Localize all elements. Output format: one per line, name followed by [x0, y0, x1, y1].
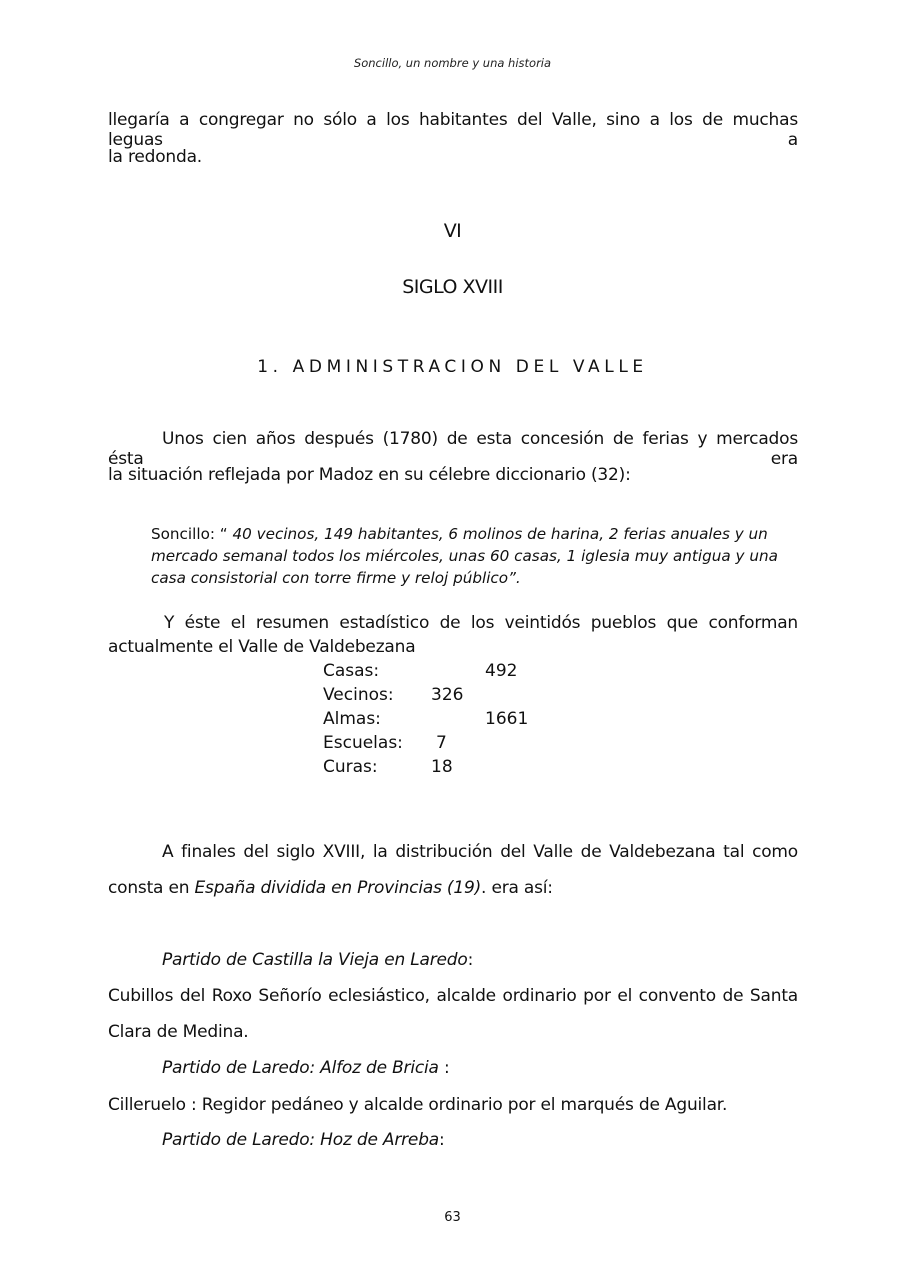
stat-value-escuelas: 7 — [436, 733, 447, 753]
partido2-heading-colon: : — [443, 1058, 450, 1078]
partido2-heading-b: : Alfoz de Bricia — [309, 1058, 444, 1078]
para3-line-2-pre: consta en — [108, 878, 195, 898]
stat-value-curas: 18 — [431, 757, 453, 777]
partido3-heading-text: Partido de Laredo: Hoz de Arreba — [162, 1130, 439, 1150]
quote-lead: Soncillo: “ — [151, 525, 228, 543]
partido3-heading — [162, 1130, 445, 1150]
partido2-heading — [162, 1058, 450, 1078]
partido1-heading — [162, 950, 473, 970]
para3-book-title: España dividida en Provincias (19) — [194, 878, 482, 898]
quote-line-1 — [151, 525, 768, 543]
chapter-number: VI — [443, 220, 462, 242]
para3-line-1 — [108, 842, 798, 862]
stat-value-vecinos: 326 — [431, 685, 464, 705]
page-number: 63 — [444, 1210, 461, 1225]
stat-label-escuelas: Escuelas: — [323, 733, 403, 753]
chapter-title: SIGLO XVIII — [402, 276, 503, 298]
stat-label-casas: Casas: — [323, 661, 380, 681]
stat-label-almas: Almas: — [323, 709, 381, 729]
intro-line-1: llegaría a congregar no sólo a los habitantes del Valle, sino a los de muchas leguas a — [108, 110, 798, 150]
quote-line-3: casa consistorial con torre firme y reloj público”. — [151, 569, 521, 587]
stat-value-almas: 1661 — [485, 709, 529, 729]
para2-line-1-text: Y éste el resumen estadístico de los veintidós pueblos que conforman — [164, 613, 798, 633]
running-header: Soncillo, un nombre y una historia — [353, 56, 552, 70]
para2-line-2: actualmente el Valle de Valdebezana — [108, 637, 416, 657]
partido2-line-1: Cilleruelo : Regidor pedáneo y alcalde ordinario por el marqués de Aguilar. — [108, 1095, 728, 1115]
partido1-heading-text: Partido de Castilla la Vieja en Laredo — [162, 950, 468, 970]
para2-line-1 — [108, 613, 798, 633]
para3-line-2-post: . era así: — [481, 878, 553, 898]
partido1-heading-colon: : — [467, 950, 474, 970]
quote-line-1-text: 40 vecinos, 149 habitantes, 6 molinos de harina, 2 ferias anuales y un — [227, 525, 768, 543]
quote-line-2: mercado semanal todos los miércoles, unas 60 casas, 1 iglesia muy antigua y una — [151, 547, 778, 565]
stat-label-curas: Curas: — [323, 757, 378, 777]
para1-line-1-text: Unos cien años después (1780) de esta concesión de ferias y mercados ésta era — [108, 429, 798, 469]
partido1-line-1: Cubillos del Roxo Señorío eclesiástico, alcalde ordinario por el convento de Santa — [108, 986, 798, 1006]
stat-label-vecinos: Vecinos: — [323, 685, 394, 705]
para1-line-1 — [108, 429, 798, 469]
partido2-heading-a: Partido de Laredo — [162, 1058, 310, 1078]
stat-value-casas: 492 — [485, 661, 518, 681]
partido3-heading-colon: : — [439, 1130, 445, 1150]
para3-line-2 — [108, 878, 553, 898]
para1-line-2: la situación reflejada por Madoz en su célebre diccionario (32): — [108, 465, 631, 485]
para3-line-1-text: A finales del siglo XVIII, la distribución del Valle de Valdebezana tal como — [162, 842, 798, 862]
intro-line-2: la redonda. — [108, 147, 202, 167]
partido1-line-2: Clara de Medina. — [108, 1022, 249, 1042]
section-title: 1. ADMINISTRACION DEL VALLE — [257, 357, 648, 377]
